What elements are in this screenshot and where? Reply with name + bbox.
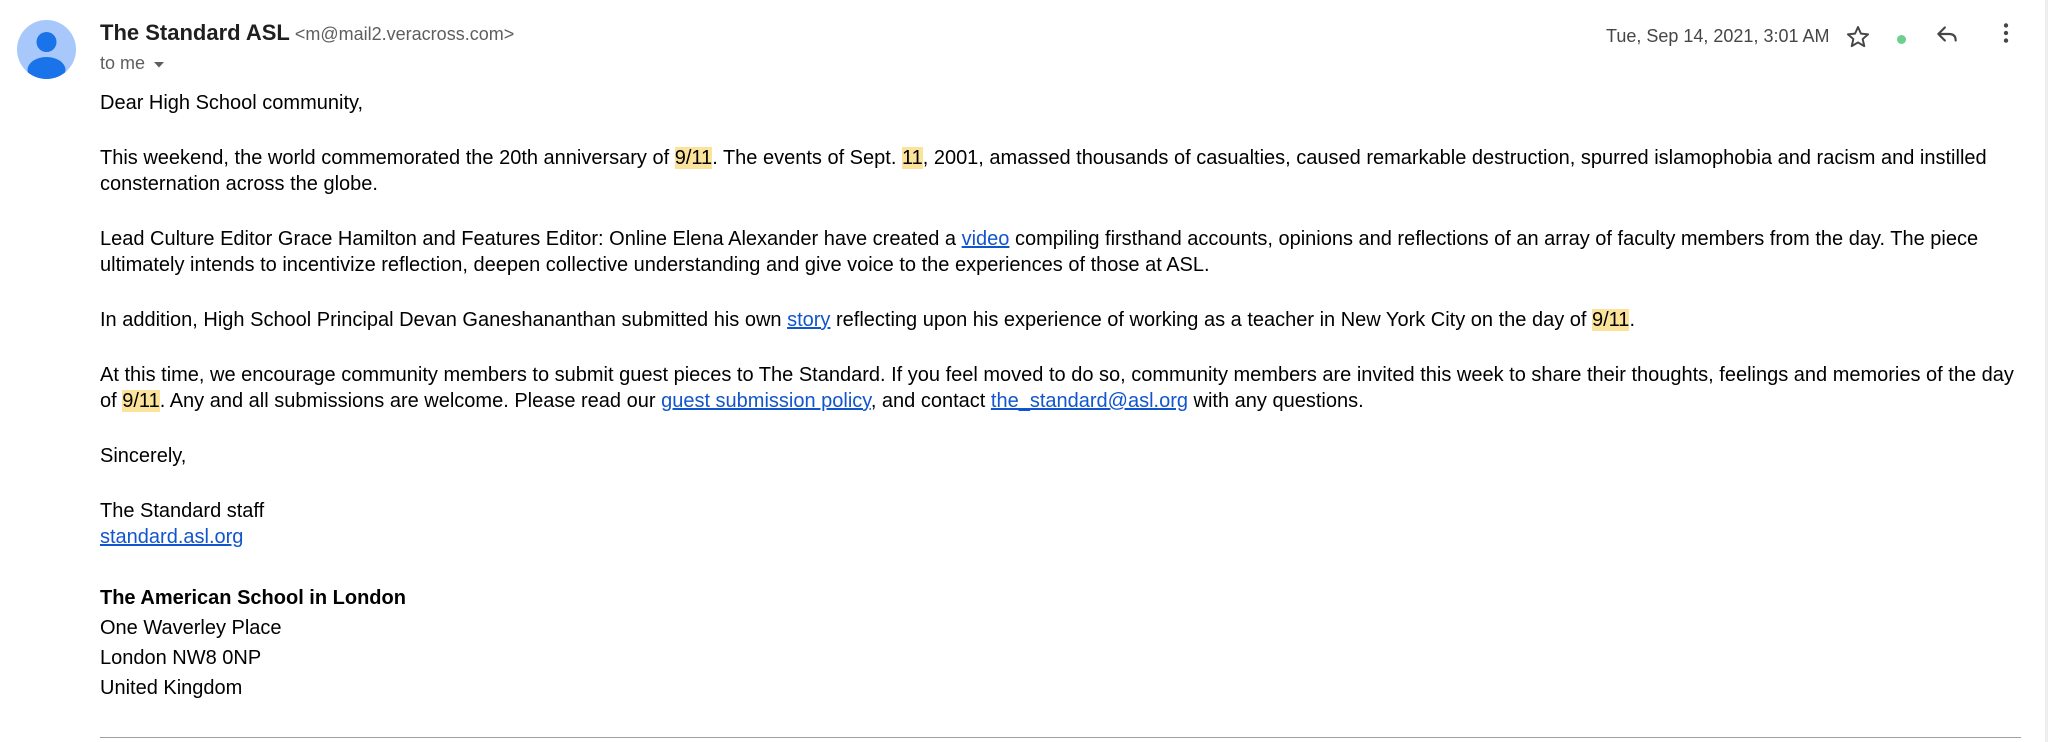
signature bbox=[100, 498, 2025, 550]
text-segment: , and contact bbox=[870, 390, 991, 412]
text-segment: This weekend, the world commemorated the 20th anniversary of bbox=[100, 147, 675, 169]
divider bbox=[100, 737, 2021, 738]
email-link[interactable]: the_standard@asl.org bbox=[990, 390, 1188, 412]
address-line-2: London NW8 0NP bbox=[100, 647, 262, 669]
address-line-1: One Waverley Place bbox=[100, 617, 282, 639]
more-vertical-icon bbox=[1993, 20, 2019, 51]
more-options-button[interactable] bbox=[1986, 15, 2026, 55]
search-highlight: 9/11 bbox=[1591, 309, 1630, 331]
reply-button[interactable] bbox=[1927, 16, 1967, 56]
paragraph-anniversary bbox=[100, 145, 2025, 197]
text-segment: reflecting upon his experience of working as a teacher in New York City on the day of bbox=[830, 309, 1592, 331]
star-outline-icon bbox=[1845, 24, 1871, 55]
sender-line bbox=[100, 20, 514, 46]
website-link[interactable]: standard.asl.org bbox=[100, 526, 244, 548]
message-body bbox=[100, 90, 2025, 703]
organization-name: The American School in London bbox=[100, 587, 406, 609]
text-segment: with any questions. bbox=[1187, 390, 1364, 412]
online-status-dot bbox=[1897, 35, 1906, 44]
paragraph-story bbox=[100, 307, 2025, 333]
greeting: Dear High School community, bbox=[100, 92, 364, 114]
text-segment: . Any and all submissions are welcome. Please read our bbox=[159, 390, 662, 412]
paragraph-submissions bbox=[100, 362, 2025, 414]
guest-policy-link[interactable]: guest submission policy bbox=[661, 390, 871, 412]
search-highlight: 9/11 bbox=[674, 147, 713, 169]
sender-avatar[interactable] bbox=[17, 20, 76, 79]
sender-name[interactable]: The Standard ASL bbox=[100, 20, 290, 45]
text-segment: compiling firsthand accounts, opinions and reflections of an array of faculty members from the day. The piece ultimately intends to incentivize reflection, deepen collective understanding and give voice to the experiences of those at ASL. bbox=[100, 228, 1979, 276]
recipient-details-toggle[interactable] bbox=[100, 53, 165, 74]
caret-down-icon bbox=[153, 53, 165, 74]
story-link[interactable]: story bbox=[787, 309, 831, 331]
person-avatar-icon bbox=[17, 20, 76, 79]
video-link[interactable]: video bbox=[961, 228, 1010, 250]
address-country: United Kingdom bbox=[100, 677, 243, 699]
text-segment: . bbox=[1629, 309, 1635, 331]
star-button[interactable] bbox=[1838, 19, 1878, 59]
text-segment: At this time, we encourage community members to submit guest pieces to The Standard. If you feel moved to do so, community members are invited this week to share their thoughts, feelings and memories of the day of bbox=[100, 364, 2014, 412]
signature-staff: The Standard staff bbox=[100, 500, 265, 522]
closing: Sincerely, bbox=[100, 445, 187, 467]
recipient-label: to me bbox=[100, 53, 146, 73]
organization-address bbox=[100, 583, 2025, 703]
search-highlight: 11 bbox=[901, 147, 923, 169]
sender-email: <m@mail2.veracross.com> bbox=[294, 24, 515, 44]
text-segment: . The events of Sept. bbox=[712, 147, 902, 169]
message-date: Tue, Sep 14, 2021, 3:01 AM bbox=[1606, 26, 1830, 46]
paragraph-video bbox=[100, 226, 2025, 278]
search-highlight: 9/11 bbox=[122, 390, 160, 412]
text-segment: Lead Culture Editor Grace Hamilton and Features Editor: Online Elena Alexander have created a bbox=[100, 228, 962, 250]
text-segment: , 2001, amassed thousands of casualties, caused remarkable destruction, spurred islamophobia and racism and instilled consternation across the globe. bbox=[100, 147, 1987, 195]
reply-arrow-icon bbox=[1934, 21, 1960, 52]
text-segment: In addition, High School Principal Devan Ganeshananthan submitted his own bbox=[100, 309, 788, 331]
